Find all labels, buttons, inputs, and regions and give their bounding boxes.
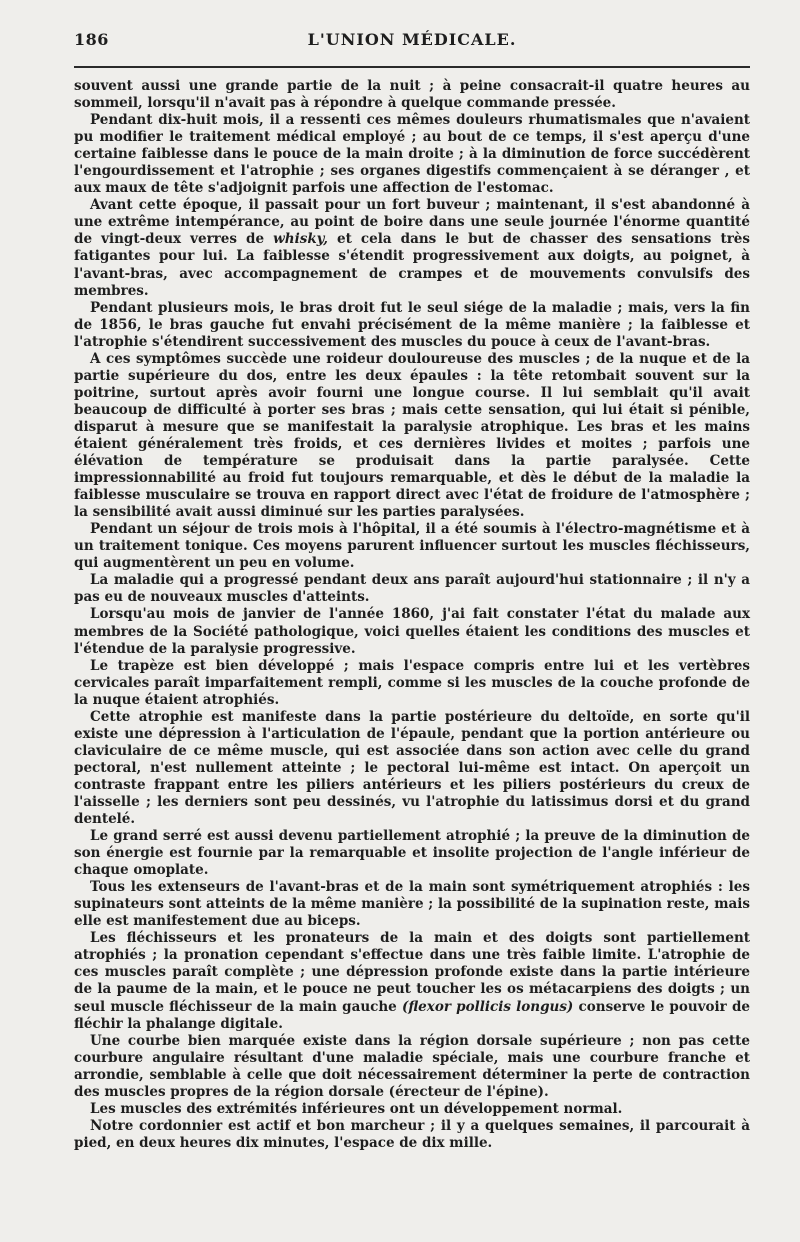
paragraph: Pendant dix-huit mois, il a ressenti ces mêmes douleurs rhumatismales que n'avaient pu modifier le traitement médical employé ; au bout de ce temps, il s'est aperçu d'une certaine faiblesse dans le pouce de la main droite ; à la diminution de force succédèrent l'engourdissement et l'atrophie ; ses organes digestifs commençaient à se déranger , et aux maux de tête s'adjoignit parfois une affection de l'estomac. [74, 112, 750, 197]
italic-term: whisky, [273, 231, 328, 248]
paragraph: souvent aussi une grande partie de la nuit ; à peine consacrait-il quatre heures au sommeil, lorsqu'il n'avait pas à répondre à quelque commande pressée. [74, 78, 750, 112]
paragraph-text: Les fléchisseurs et les pronateurs de la main et des doigts sont partiellement atrophiés ; la pronation cependant s'effectue dans une très faible limite. L'atrophie de ces muscles paraît complète ; une dépression profonde existe dans la partie intérieure de la paume de la main, et le pouce ne peut toucher les os métacarpiens des doigts ; un seul muscle fléchisseur de la main gauche [74, 930, 750, 1015]
paragraph-text: Avant cette époque, il passait pour un fort buveur ; maintenant, il s'est abandonné à une extrême intempérance, au point de boire dans une seule journée l'énorme quantité de vingt-deux verres de [74, 197, 750, 248]
paragraph: Les muscles des extrémités inférieures ont un développement normal. [90, 1100, 623, 1117]
paragraph-text: et cela dans le but de chasser des sensations très fatigantes pour lui. La faiblesse s'étendit progressivement aux doigts, au poignet, à l'avant-bras, avec accompagnement de crampes et de mouvements convulsifs des membres. [74, 231, 750, 299]
paragraph: Tous les extenseurs de l'avant-bras et de la main sont symétriquement atrophiés : les supinateurs sont atteints de la même manière ; la possibilité de la supination reste, mais elle est manifestement due au biceps. [74, 879, 750, 930]
paragraph: Notre cordonnier est actif et bon marcheur ; il y a quelques semaines, il parcourait à pied, en deux heures dix minutes, l'espace de dix mille. [74, 1117, 750, 1151]
page-number: 186 [74, 30, 109, 49]
body-text [74, 78, 750, 1152]
paragraph: Le trapèze est bien développé ; mais l'espace compris entre lui et les vertèbres cervicales paraît imparfaitement rempli, comme si les muscles de la couche profonde de la nuque étaient atrophiés. [74, 657, 750, 708]
paragraph: A ces symptômes succède une roideur douloureuse des muscles ; de la nuque et de la partie supérieure du dos, entre les deux épaules : la tête retombait souvent sur la poitrine, surtout après avoir fourni une longue course. Il lui semblait qu'il avait beaucoup de difficulté à porter ses bras ; mais cette sensation, qui lui était si pénible, disparut à mesure que se manifestait la paralysie atrophique. Les bras et les mains étaient généralement très froids, et ces dernières livides et moites ; parfois une élévation de température se produisait dans la partie paralysée. Cette impressionnabilité au froid fut toujours remarquable, et dès le début de la maladie la faiblesse musculaire se trouva en rapport direct avec l'état de froidure de l'atmosphère ; la sensibilité avait aussi diminué sur les parties paralysées. [74, 350, 750, 521]
paragraph [74, 930, 750, 1032]
page-header [74, 30, 750, 60]
header-rule [74, 66, 750, 68]
paragraph: Lorsqu'au mois de janvier de l'année 1860, j'ai fait constater l'état du malade aux membres de la Société pathologique, voici quelles étaient les conditions des muscles et l'étendue de la paralysie progressive. [74, 606, 750, 657]
paragraph: Pendant plusieurs mois, le bras droit fut le seul siége de la maladie ; mais, vers la fin de 1856, le bras gauche fut envahi précisément de la même manière ; la faiblesse et l'atrophie s'étendirent successivement des muscles du pouce à ceux de l'avant-bras. [74, 299, 750, 350]
paragraph: La maladie qui a progressé pendant deux ans paraît aujourd'hui stationnaire ; il n'y a pas eu de nouveaux muscles d'atteints. [74, 572, 750, 606]
paragraph-text: conserve le pouvoir de fléchir la phalange digitale. [74, 998, 751, 1032]
italic-term: (flexor pollicis longus) [401, 998, 574, 1015]
paragraph: Le grand serré est aussi devenu partiellement atrophié ; la preuve de la diminution de son énergie est fournie par la remarquable et insolite projection de l'angle inférieur de chaque omoplate. [74, 828, 750, 879]
paragraph: Pendant un séjour de trois mois à l'hôpital, il a été soumis à l'électro-magnétisme et à un traitement tonique. Ces moyens parurent influencer surtout les muscles fléchisseurs, qui augmentèrent un peu en volume. [74, 521, 750, 572]
running-title: L'UNION MÉDICALE. [307, 30, 517, 49]
paragraph [74, 197, 750, 299]
paragraph: Cette atrophie est manifeste dans la partie postérieure du deltoïde, en sorte qu'il existe une dépression à l'articulation de l'épaule, pendant que la portion antérieure ou claviculaire de ce même muscle, qui est associée dans son action avec celle du grand pectoral, n'est nullement atteinte ; le pectoral lui-même est intact. On aperçoit un contraste frappant entre les piliers antérieurs et les piliers postérieurs du creux de l'aisselle ; les derniers sont peu dessinés, vu l'atrophie du latissimus dorsi et du grand dentelé. [74, 708, 750, 828]
paragraph: Une courbe bien marquée existe dans la région dorsale supérieure ; non pas cette courbure angulaire résultant d'une maladie spéciale, mais une courbure franche et arrondie, semblable à celle que doit nécessairement déterminer la perte de contraction des muscles propres de la région dorsale (érecteur de l'épine). [74, 1032, 750, 1100]
